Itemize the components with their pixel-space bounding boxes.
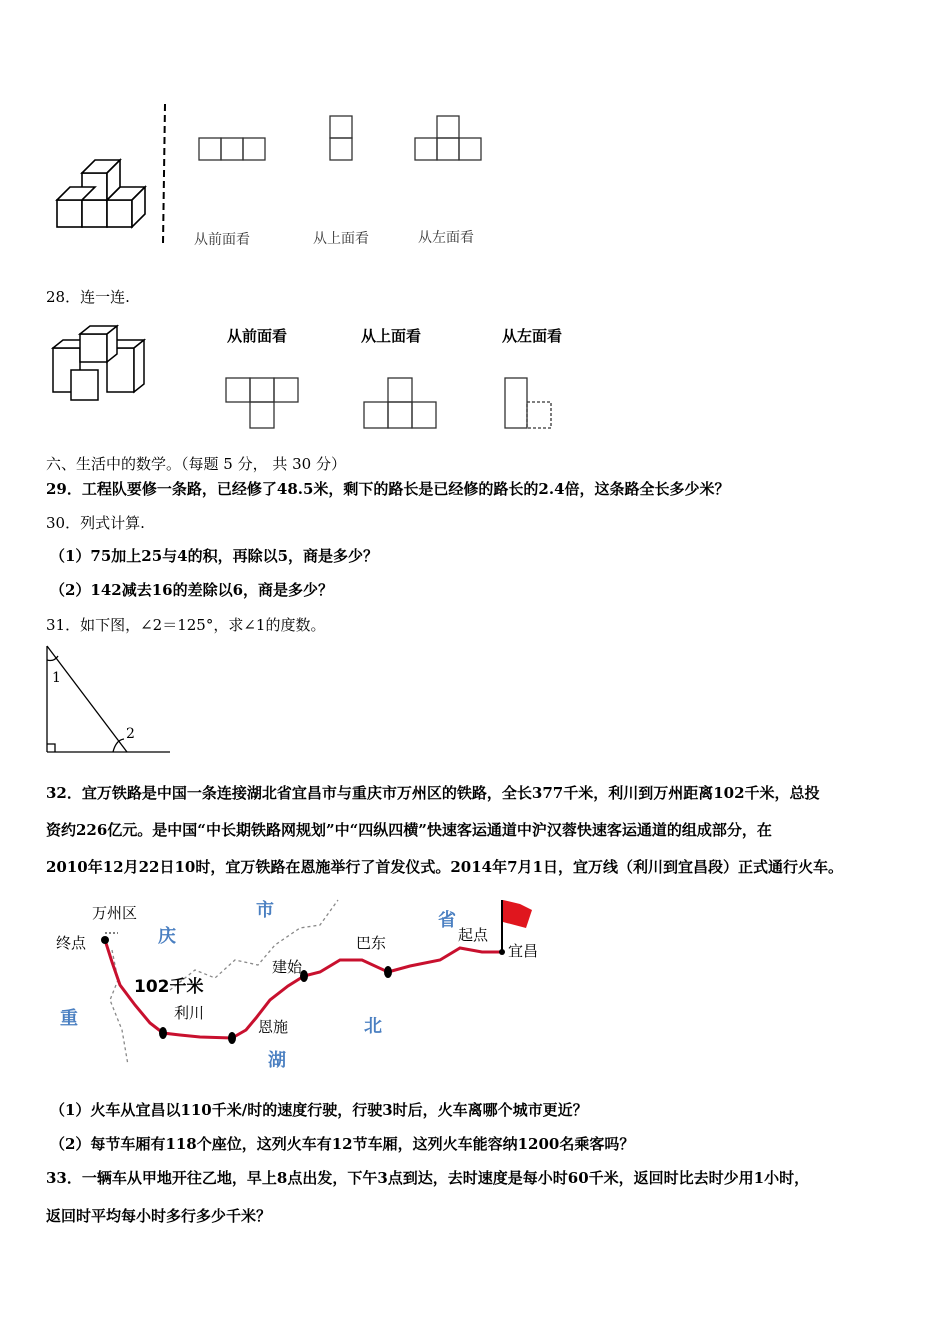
question-33-line-2: 返回时平均每小时多行多少千米？ bbox=[46, 1207, 272, 1225]
view-front-label: 从前面看 bbox=[194, 232, 250, 248]
question-32-part-2: （2）每节车厢有118个座位，这列火车有12节车厢，这列火车能容纳1200名乘客吗？ bbox=[50, 1135, 635, 1153]
question-30: 30．列式计算. bbox=[46, 514, 145, 532]
section-6-header: 六、生活中的数学。（每题 5 分， 共 30 分） bbox=[46, 455, 346, 473]
view-top-label: 从上面看 bbox=[313, 231, 369, 247]
region-label-qing: 庆 bbox=[158, 926, 176, 947]
region-label-sheng: 省 bbox=[438, 910, 456, 931]
question-33-line-1: 33．一辆车从甲地开往乙地，早上8点出发，下午3点到达，去时速度是每小时60千米，返回时比去时少用1小时， bbox=[46, 1169, 810, 1187]
map-label-jianshi: 建始 bbox=[272, 958, 303, 976]
region-label-shi: 市 bbox=[256, 900, 274, 921]
q28-front-label: 从前面看 bbox=[227, 327, 288, 345]
question-32-part-1: （1）火车从宜昌以110千米/时的速度行驶，行驶3时后，火车离哪个城市更近？ bbox=[50, 1101, 588, 1119]
map-label-yichang: 宜昌 bbox=[508, 942, 539, 960]
q28-cube-figure bbox=[0, 318, 950, 438]
map-label-wanzhou: 万州区 bbox=[92, 904, 138, 922]
view-left-label: 从左面看 bbox=[418, 230, 474, 246]
map-label-end: 终点 bbox=[56, 934, 87, 952]
question-30-part-1: （1）75加上25与4的积，再除以5，商是多少？ bbox=[50, 547, 379, 565]
map-label-badong: 巴东 bbox=[356, 934, 387, 952]
angle-1-label: 1 bbox=[52, 670, 61, 686]
q28-left-label: 从左面看 bbox=[502, 327, 563, 345]
question-30-part-2: （2）142减去16的差除以6，商是多少？ bbox=[50, 581, 334, 599]
question-28: 28．连一连. bbox=[46, 288, 130, 306]
map-label-lichuan: 利川 bbox=[174, 1004, 205, 1022]
region-label-bei: 北 bbox=[364, 1016, 382, 1037]
map-label-distance: 102千米 bbox=[134, 977, 204, 997]
question-32-line-1: 32．宜万铁路是中国一条连接湖北省宜昌市与重庆市万州区的铁路，全长377千米，利川到万州距离102千米，总投 bbox=[46, 784, 820, 802]
region-label-chong: 重 bbox=[60, 1008, 78, 1029]
angle-2-label: 2 bbox=[126, 726, 135, 742]
triangle-figure bbox=[0, 640, 950, 760]
question-32-line-3: 2010年12月22日10时，宜万铁路在恩施举行了首发仪式。2014年7月1日，宜万线（利川到宜昌段）正式通行火车。 bbox=[46, 858, 843, 876]
question-29: 29．工程队要修一条路，已经修了48.5米，剩下的路长是已经修的路长的2.4倍，这条路全长多少米？ bbox=[46, 480, 730, 498]
question-31: 31．如下图，∠2＝125°，求∠1的度数。 bbox=[46, 616, 326, 634]
cube-stack-figure bbox=[0, 0, 950, 260]
map-label-enshi: 恩施 bbox=[258, 1018, 289, 1036]
region-label-hu: 湖 bbox=[268, 1050, 286, 1071]
q28-top-label: 从上面看 bbox=[361, 327, 422, 345]
question-32-line-2: 资约226亿元。是中国“中长期铁路网规划”中“四纵四横”快速客运通道中沪汉蓉快速客运通道的组成部分，在 bbox=[46, 821, 772, 839]
map-label-start: 起点 bbox=[458, 926, 489, 944]
railway-map bbox=[0, 890, 950, 1090]
